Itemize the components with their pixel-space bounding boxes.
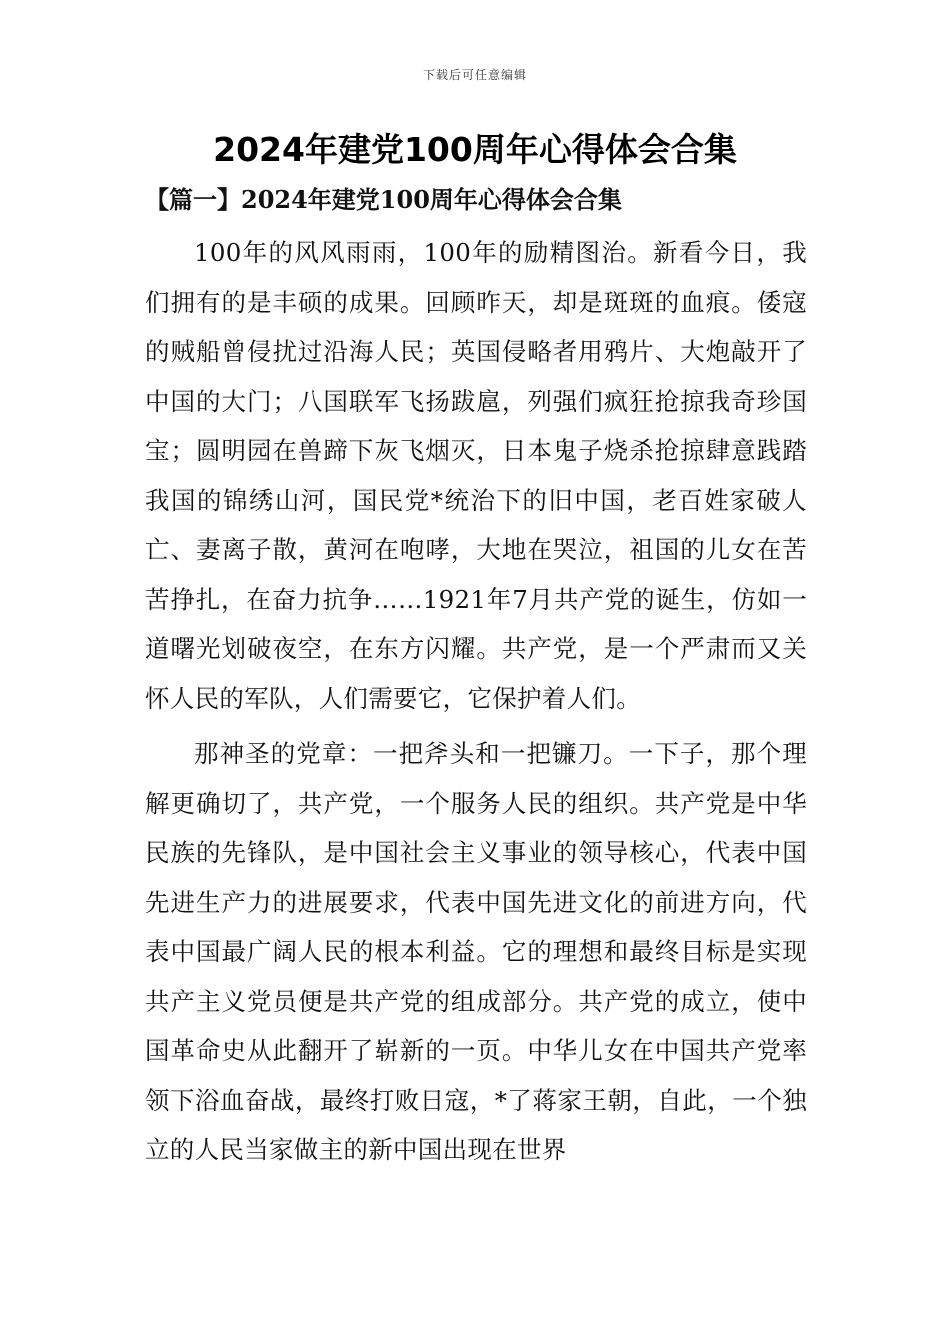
header-note: 下载后可任意编辑 [422, 68, 527, 82]
section-heading: 【篇一】2024年建党100周年心得体会合集 [145, 185, 622, 214]
document-title: 2024年建党100周年心得体会合集 [213, 130, 737, 169]
paragraph-2: 那神圣的党章：一把斧头和一把镰刀。一下子，那个理解更确切了，共产党，一个服务人民的组织。共产党是中华民族的先锋队，是中国社会主义事业的领导核心，代表中国先进生产力的进展要求，代表中国先进文化的前进方向，代表中国最广阔人民的根本利益。它的理想和最终目标是实现共产主义党员便是共产党的组成部分。共产党的成立，使中国革命史从此翻开了崭新的一页。中华儿女在中国共产党率领下浴血奋战，最终打败日寇，*了蒋家王朝，自此，一个独立的人民当家做主的新中国出现在世界 [145, 739, 807, 1164]
paragraph-1: 100年的风风雨雨，100年的励精图治。新看今日，我们拥有的是丰硕的成果。回顾昨天，却是斑斑的血痕。倭寇的贼船曾侵扰过沿海人民；英国侵略者用鸦片、大炮敲开了中国的大门；八国联军飞扬跋扈，列强们疯狂抢掠我奇珍国宝；圆明园在兽蹄下灰飞烟灭，日本鬼子烧杀抢掠肆意践踏我国的锦绣山河，国民党*统治下的旧中国，老百姓家破人亡、妻离子散，黄河在咆哮，大地在哭泣，祖国的儿女在苦苦挣扎，在奋力抗争……1921年7月共产党的诞生，仿如一道曙光划破夜空，在东方闪耀。共产党，是一个严肃而又关怀人民的军队，人们需要它，它保护着人们。 [145, 238, 807, 713]
document-body [145, 228, 807, 1175]
